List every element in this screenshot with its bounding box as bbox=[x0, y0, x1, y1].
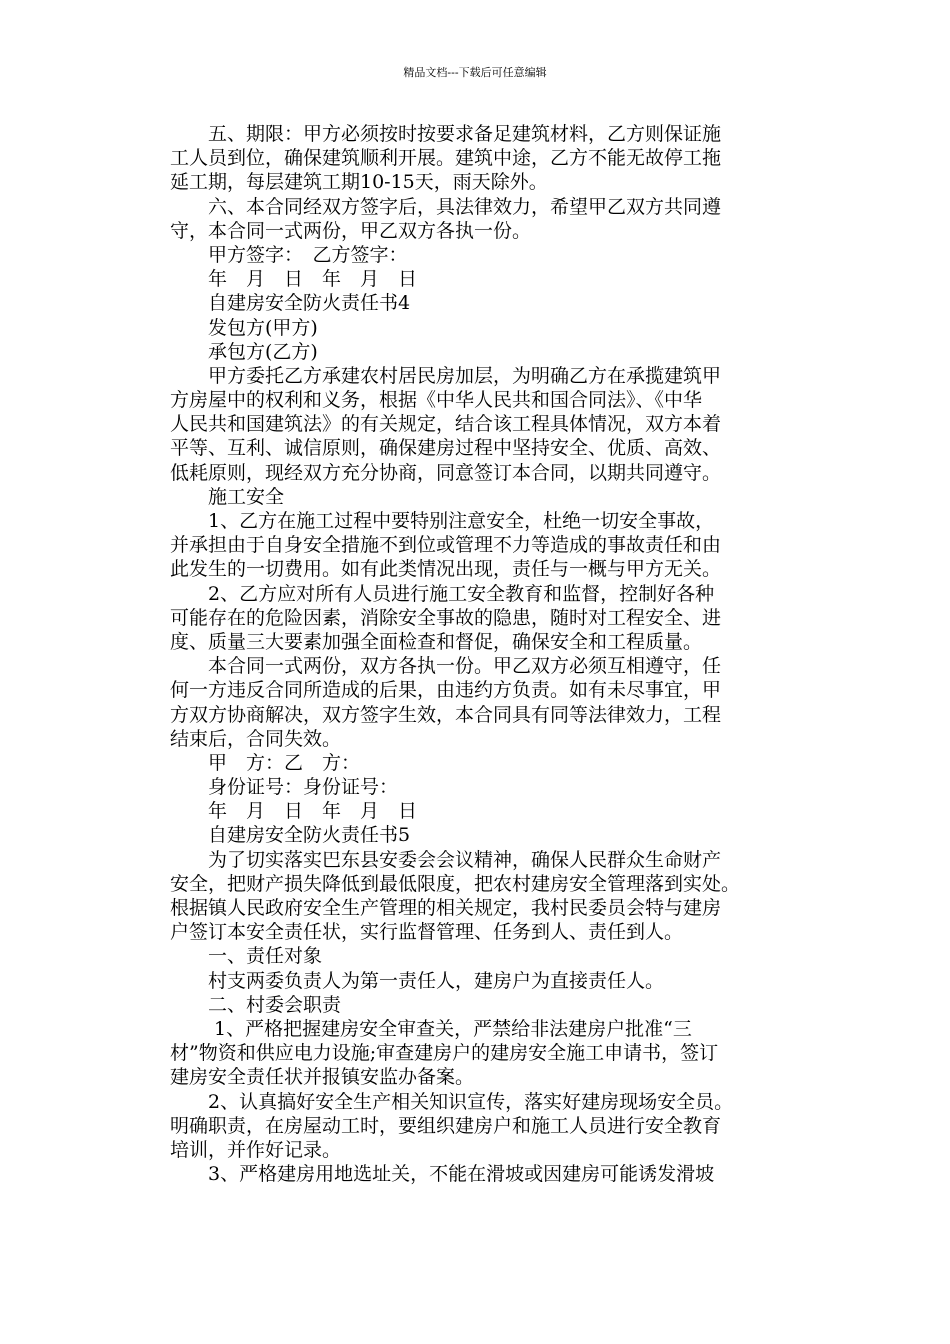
text-line: 户签订本安全责任状，实行监督管理、任务到人、责任到人。 bbox=[170, 921, 684, 944]
page-header: 精品文档---下载后可任意编辑 bbox=[403, 66, 547, 79]
text-line: 1、严格把握建房安全审查关，严禁给非法建房户批准“三 bbox=[170, 1017, 692, 1040]
id-number-line: 身份证号：身份证号： bbox=[170, 776, 399, 799]
section-title: 自建房安全防火责任书4 bbox=[170, 292, 411, 315]
text-line: 度、质量三大要素加强全面检查和督促，确保安全和工程质量。 bbox=[170, 630, 703, 653]
section-title: 自建房安全防火责任书5 bbox=[170, 824, 411, 847]
text-line: 为了切实落实巴东县安委会会议精神，确保人民群众生命财产 bbox=[170, 848, 722, 871]
date-line: 年 月 日 年 月 日 bbox=[170, 268, 418, 291]
text-line: 本合同一式两份，双方各执一份。甲乙双方必须互相遵守，任 bbox=[170, 655, 722, 678]
date-line: 年 月 日 年 月 日 bbox=[170, 800, 418, 823]
text-line: 建房安全责任状并报镇安监办备案。 bbox=[170, 1066, 475, 1089]
text-line: 3、严格建房用地选址关，不能在滑坡或因建房可能诱发滑坡 bbox=[170, 1163, 715, 1186]
text-line: 安全，把财产损失降低到最低限度，把农村建房安全管理落到实处。 bbox=[170, 872, 741, 895]
text-line: 可能存在的危险因素，消除安全事故的隐患，随时对工程安全、进 bbox=[170, 606, 722, 629]
text-line: 六、本合同经双方签字后，具法律效力，希望甲乙双方共同遵 bbox=[170, 195, 722, 218]
text-line: 此发生的一切费用。如有此类情况出现，责任与一概与甲方无关。 bbox=[170, 558, 722, 581]
section-heading: 施工安全 bbox=[170, 485, 285, 508]
text-line: 人民共和国建筑法》的有关规定，结合该工程具体情况，双方本着 bbox=[170, 413, 722, 436]
text-line: 2、认真搞好安全生产相关知识宣传，落实好建房现场安全员。 bbox=[170, 1090, 734, 1113]
text-line: 1、乙方在施工过程中要特别注意安全，杜绝一切安全事故， bbox=[170, 510, 715, 532]
signature-line: 甲方签字： 乙方签字： bbox=[170, 243, 408, 266]
text-line: 何一方违反合同所造成的后果，由违约方负责。如有未尽事宜，甲 bbox=[170, 679, 722, 702]
text-line: 结束后，合同失效。 bbox=[170, 727, 342, 750]
text-line: 方双方协商解决，双方签字生效，本合同具有同等法律效力，工程 bbox=[170, 703, 722, 726]
signature-line: 甲 方：乙 方： bbox=[170, 751, 361, 774]
text-line: 延工期，每层建筑工期10-15天，雨天除外。 bbox=[170, 171, 548, 194]
text-line: 明确职责，在房屋动工时，要组织建房户和施工人员进行安全教育 bbox=[170, 1114, 722, 1137]
section-heading: 二、村委会职责 bbox=[170, 993, 342, 1016]
text-line: 平等、互利、诚信原则，确保建房过程中坚持安全、优质、高效、 bbox=[170, 437, 722, 460]
text-line: 五、期限：甲方必须按时按要求备足建筑材料，乙方则保证施 bbox=[170, 123, 722, 145]
section-heading: 一、责任对象 bbox=[170, 945, 323, 968]
text-line: 村支两委负责人为第一责任人，建房户为直接责任人。 bbox=[170, 969, 665, 992]
text-line: 甲方委托乙方承建农村居民房加层，为明确乙方在承揽建筑甲 bbox=[170, 364, 722, 387]
text-line: 守，本合同一式两份，甲乙双方各执一份。 bbox=[170, 219, 532, 242]
text-line: 工人员到位，确保建筑顺利开展。建筑中途，乙方不能无故停工拖 bbox=[170, 147, 722, 170]
text-line: 根据镇人民政府安全生产管理的相关规定，我村民委员会特与建房 bbox=[170, 897, 722, 919]
text-line: 并承担由于自身安全措施不到位或管理不力等造成的事故责任和由 bbox=[170, 534, 722, 557]
party-line: 承包方(乙方) bbox=[170, 340, 318, 363]
text-line: 低耗原则，现经双方充分协商，同意签订本合同，以期共同遵守。 bbox=[170, 461, 722, 484]
text-line: 方房屋中的权利和义务，根据《中华人民共和国合同法》、《中华 bbox=[170, 389, 703, 412]
document-body bbox=[170, 122, 798, 1186]
party-line: 发包方(甲方) bbox=[170, 316, 318, 339]
text-line: 材”物资和供应电力设施;审查建房户的建房安全施工申请书，签订 bbox=[170, 1042, 719, 1065]
text-line: 2、乙方应对所有人员进行施工安全教育和监督，控制好各种 bbox=[170, 582, 715, 605]
text-line: 培训，并作好记录。 bbox=[170, 1138, 342, 1161]
